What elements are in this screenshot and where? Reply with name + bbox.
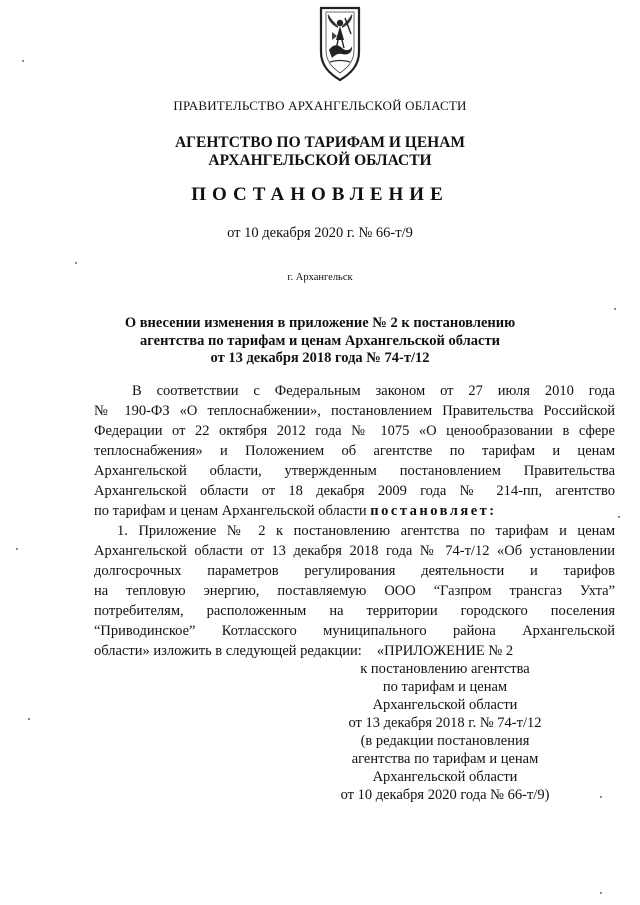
scan-speck	[75, 262, 77, 264]
paragraph2-line1: 1. Приложение № 2 к постановлению агентства по тарифам и ценам	[117, 523, 615, 539]
paragraph1-line4: теплоснабжения» и Положением об агентстве по тарифам и ценам	[94, 443, 615, 459]
appendix-block	[330, 642, 560, 804]
scan-speck	[600, 796, 602, 798]
paragraph1-line2: № 190-ФЗ «О теплоснабжении», постановлением Правительства Российской	[94, 403, 615, 419]
paragraph2-line4: на тепловую энергию, поставляемую ООО “Газпром трансгаз Ухта”	[94, 583, 615, 599]
scan-speck	[28, 718, 30, 720]
appendix-line1: «ПРИЛОЖЕНИЕ № 2	[376, 643, 514, 659]
appendix-line8: Архангельской области	[372, 769, 518, 785]
paragraph1-line6: Архангельской области от 18 декабря 2009 года № 214-пп, агентство	[94, 483, 615, 499]
subject-line2: агентства по тарифам и ценам Архангельской области	[140, 332, 500, 349]
paragraph1-line5: Архангельской области, утвержденным постановлением Правительства	[94, 463, 615, 479]
subject-line1: О внесении изменения в приложение № 2 к постановлению	[124, 315, 516, 331]
decree-keyword: постановляет:	[370, 503, 497, 519]
scan-speck	[16, 548, 18, 550]
paragraph2-line5: потребителям, расположенным на территории городского поселения	[94, 603, 615, 619]
government-name: ПРАВИТЕЛЬСТВО АРХАНГЕЛЬСКОЙ ОБЛАСТИ	[173, 98, 467, 113]
document-date-number: от 10 декабря 2020 г. № 66-т/9	[227, 225, 413, 241]
scan-speck	[22, 60, 24, 62]
subject-line3: от 13 декабря 2018 года № 74-т/12	[210, 350, 430, 366]
paragraph2-line2: Архангельской области от 13 декабря 2018 года № 74-т/12 «Об установлении	[94, 543, 615, 559]
appendix-line9: от 10 декабря 2020 года № 66-т/9)	[340, 787, 550, 803]
scan-speck	[614, 308, 616, 310]
coat-of-arms-icon	[318, 6, 362, 82]
appendix-line2: к постановлению агентства	[360, 661, 530, 677]
appendix-line4: Архангельской области	[372, 697, 518, 713]
appendix-line3: по тарифам и ценам	[382, 679, 508, 695]
appendix-line5: от 13 декабря 2018 г. № 74-т/12	[348, 715, 542, 731]
agency-name-line1: АГЕНТСТВО ПО ТАРИФАМ И ЦЕНАМ	[174, 134, 466, 151]
agency-name-line2: АРХАНГЕЛЬСКОЙ ОБЛАСТИ	[208, 152, 432, 169]
paragraph1-line7	[94, 503, 497, 520]
paragraph2-line7: области» изложить в следующей редакции:	[94, 643, 362, 659]
paragraph2-line3: долгосрочных параметров регулирования деятельности и тарифов	[94, 563, 615, 579]
document-city: г. Архангельск	[287, 272, 353, 283]
agency-name	[0, 134, 640, 170]
scan-speck	[600, 892, 602, 894]
paragraph1-line7-text: по тарифам и ценам Архангельской области	[94, 503, 367, 519]
paragraph1-line1: В соответствии с Федеральным законом от 27 июля 2010 года	[132, 383, 615, 399]
appendix-line6: (в редакции постановления	[360, 733, 530, 749]
document-type-title: ПОСТАНОВЛЕНИЕ	[191, 184, 449, 205]
scan-speck	[618, 516, 620, 518]
paragraph1-line3: Федерации от 22 октября 2012 года № 1075 «О ценообразовании в сфере	[94, 423, 615, 439]
appendix-line7: агентства по тарифам и ценам	[351, 751, 539, 767]
document-subject	[0, 315, 640, 368]
paragraph2-line6: “Приводинское” Котласского муниципального района Архангельской	[94, 623, 615, 639]
